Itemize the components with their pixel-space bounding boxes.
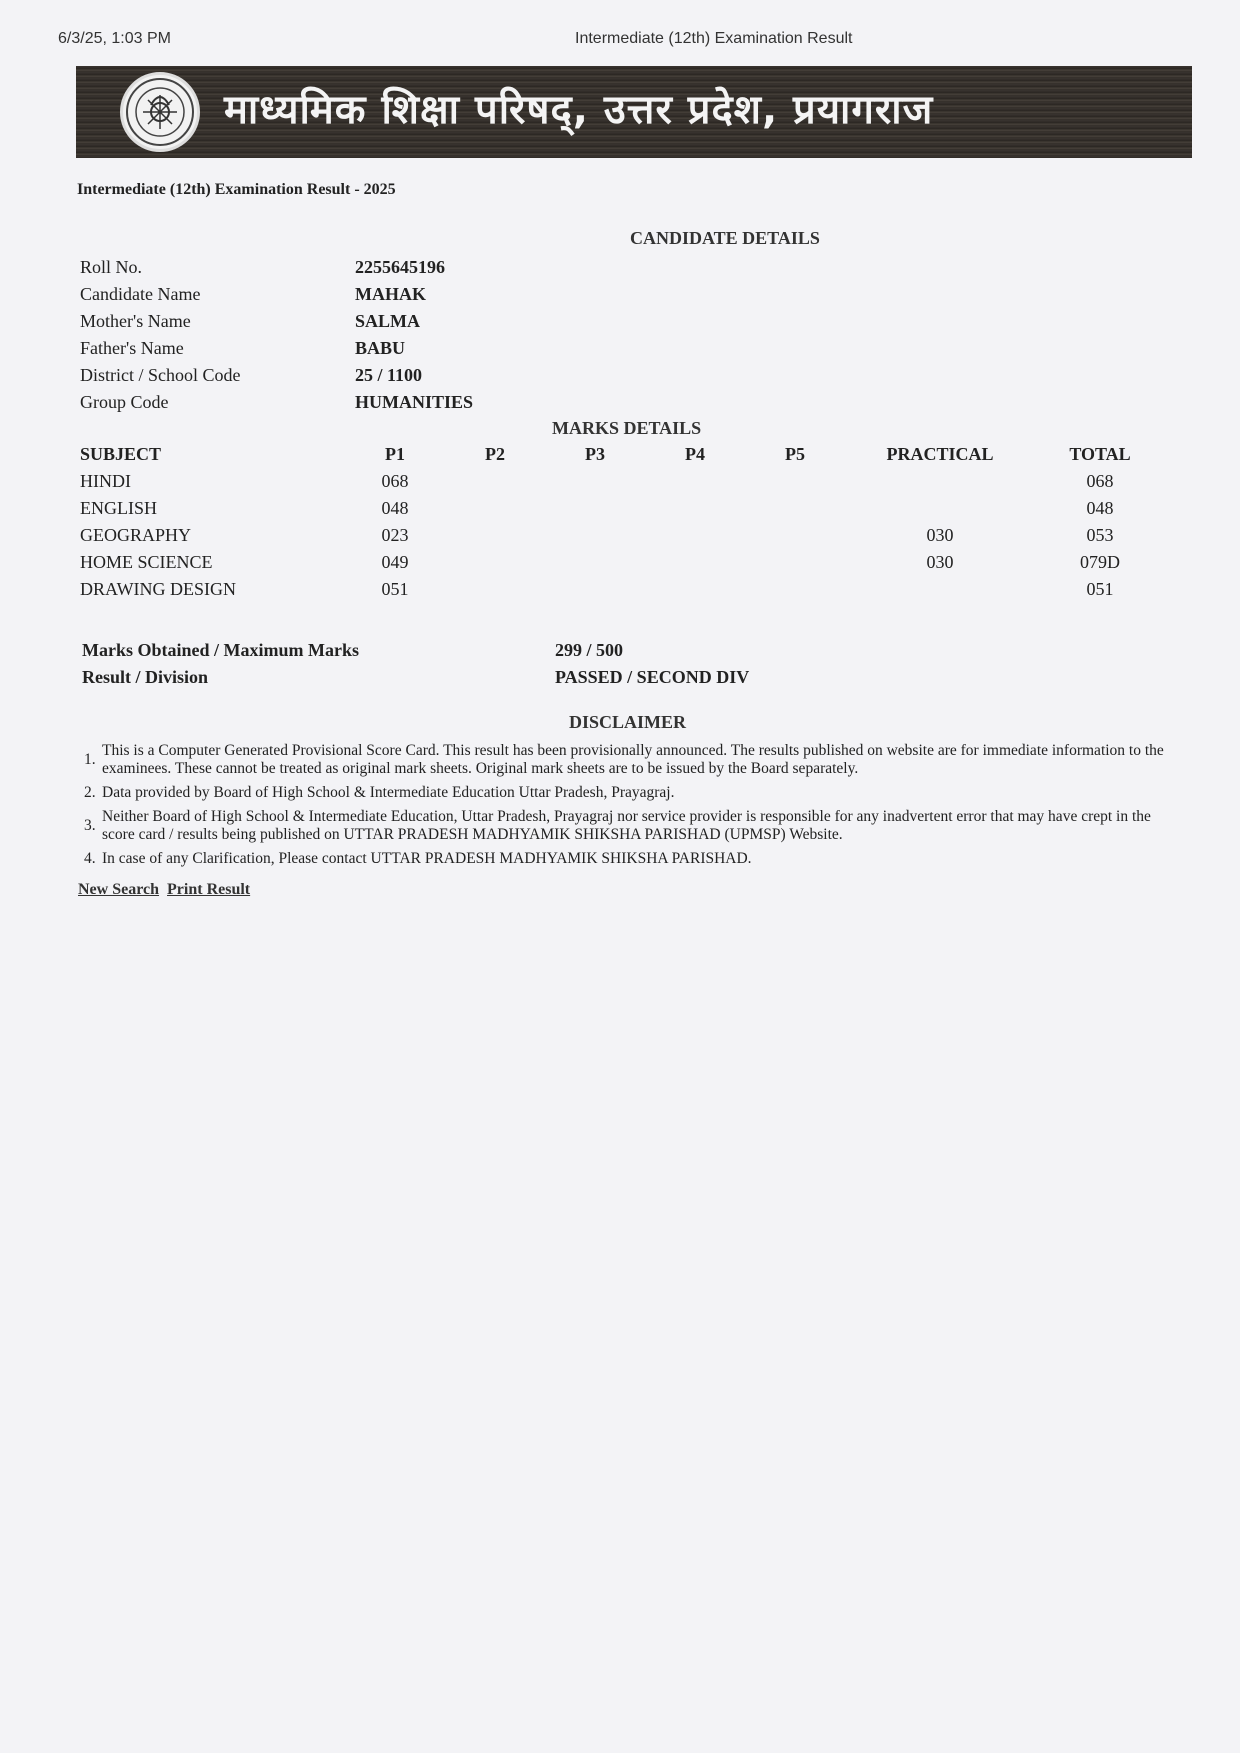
cell-p1: 048 [381, 498, 409, 518]
cell-subject: HINDI [80, 471, 131, 491]
candidate-value: MAHAK [355, 284, 426, 304]
list-number: 2. [84, 784, 96, 801]
print-header [0, 28, 1240, 52]
banner-title: माध्यमिक शिक्षा परिषद्, उत्तर प्रदेश, प्रयागराज [224, 87, 934, 133]
print-result-link[interactable]: Print Result [167, 881, 251, 898]
candidate-value: 2255645196 [355, 257, 445, 277]
table-row [80, 579, 1180, 606]
header-practical: PRACTICAL [886, 444, 994, 464]
disclaimer-title: DISCLAIMER [569, 712, 687, 732]
header-p2: P2 [485, 444, 505, 464]
result-links [78, 881, 254, 899]
list-item [80, 850, 1185, 868]
list-item [80, 784, 1185, 802]
list-number: 4. [84, 850, 96, 867]
upmsp-emblem-icon [120, 72, 200, 152]
disclaimer-list [80, 742, 1185, 874]
table-row [80, 552, 1180, 579]
header-p1: P1 [385, 444, 405, 464]
exam-title: Intermediate (12th) Examination Result - 2025 [77, 181, 396, 198]
candidate-value: HUMANITIES [355, 392, 474, 412]
result-label: Result / Division [82, 667, 209, 687]
marks-details-title: MARKS DETAILS [552, 418, 702, 438]
candidate-label: Group Code [80, 392, 169, 412]
cell-total: 068 [1086, 471, 1114, 491]
table-row [80, 498, 1180, 525]
table-row [80, 525, 1180, 552]
header-p4: P4 [685, 444, 705, 464]
list-item [80, 742, 1185, 778]
cell-subject: DRAWING DESIGN [80, 579, 237, 599]
cell-total: 048 [1086, 498, 1114, 518]
cell-subject: ENGLISH [80, 498, 157, 518]
candidate-label: District / School Code [80, 365, 241, 385]
cell-total: 053 [1086, 525, 1114, 545]
cell-total: 051 [1086, 579, 1114, 599]
candidate-details-title: CANDIDATE DETAILS [630, 228, 820, 248]
cell-total: 079D [1080, 552, 1120, 572]
board-banner [76, 66, 1192, 158]
print-date: 6/3/25, 1:03 PM [58, 30, 171, 47]
new-search-link[interactable]: New Search [78, 881, 160, 898]
disclaimer-text: This is a Computer Generated Provisional Score Card. This result has been provisionally announced. The results published on website are for immediate information to the examinees. These cannot be treated as original mark sheets. Original mark sheets are to be issued by the Board separately. [102, 742, 1164, 777]
candidate-label: Father's Name [80, 338, 184, 358]
header-p5: P5 [785, 444, 805, 464]
marks-obtained-value: 299 / 500 [555, 640, 624, 660]
header-total: TOTAL [1069, 444, 1131, 464]
candidate-value: BABU [355, 338, 406, 358]
cell-practical: 030 [926, 552, 954, 572]
cell-p1: 023 [381, 525, 409, 545]
cell-practical: 030 [926, 525, 954, 545]
candidate-value: 25 / 1100 [355, 365, 423, 385]
disclaimer-text: Data provided by Board of High School & Intermediate Education Uttar Pradesh, Prayagraj. [102, 784, 675, 801]
cell-subject: HOME SCIENCE [80, 552, 213, 572]
candidate-label: Mother's Name [80, 311, 191, 331]
header-p3: P3 [585, 444, 605, 464]
marks-obtained-label: Marks Obtained / Maximum Marks [82, 640, 359, 660]
marks-header-row [80, 444, 1180, 471]
candidate-label: Roll No. [80, 257, 143, 277]
result-value: PASSED / SECOND DIV [555, 667, 750, 687]
disclaimer-text: Neither Board of High School & Intermediate Education, Uttar Pradesh, Prayagraj nor service provider is responsible for any inadvertent error that may have crept in the score card / results being published on UTTAR PRADESH MADHYAMIK SHIKSHA PARISHAD (UPMSP) Website. [102, 808, 1151, 843]
cell-p1: 051 [381, 579, 409, 599]
cell-p1: 068 [381, 471, 409, 491]
candidate-value: SALMA [355, 311, 421, 331]
cell-subject: GEOGRAPHY [80, 525, 192, 545]
list-item [80, 808, 1185, 844]
list-number: 1. [84, 751, 96, 768]
print-page-title: Intermediate (12th) Examination Result [575, 30, 853, 47]
candidate-label: Candidate Name [80, 284, 201, 304]
cell-p1: 049 [381, 552, 409, 572]
list-number: 3. [84, 817, 96, 834]
table-row [80, 471, 1180, 498]
disclaimer-text: In case of any Clarification, Please contact UTTAR PRADESH MADHYAMIK SHIKSHA PARISHAD. [102, 850, 752, 867]
header-subject: SUBJECT [80, 444, 162, 464]
marks-table [80, 444, 1180, 606]
